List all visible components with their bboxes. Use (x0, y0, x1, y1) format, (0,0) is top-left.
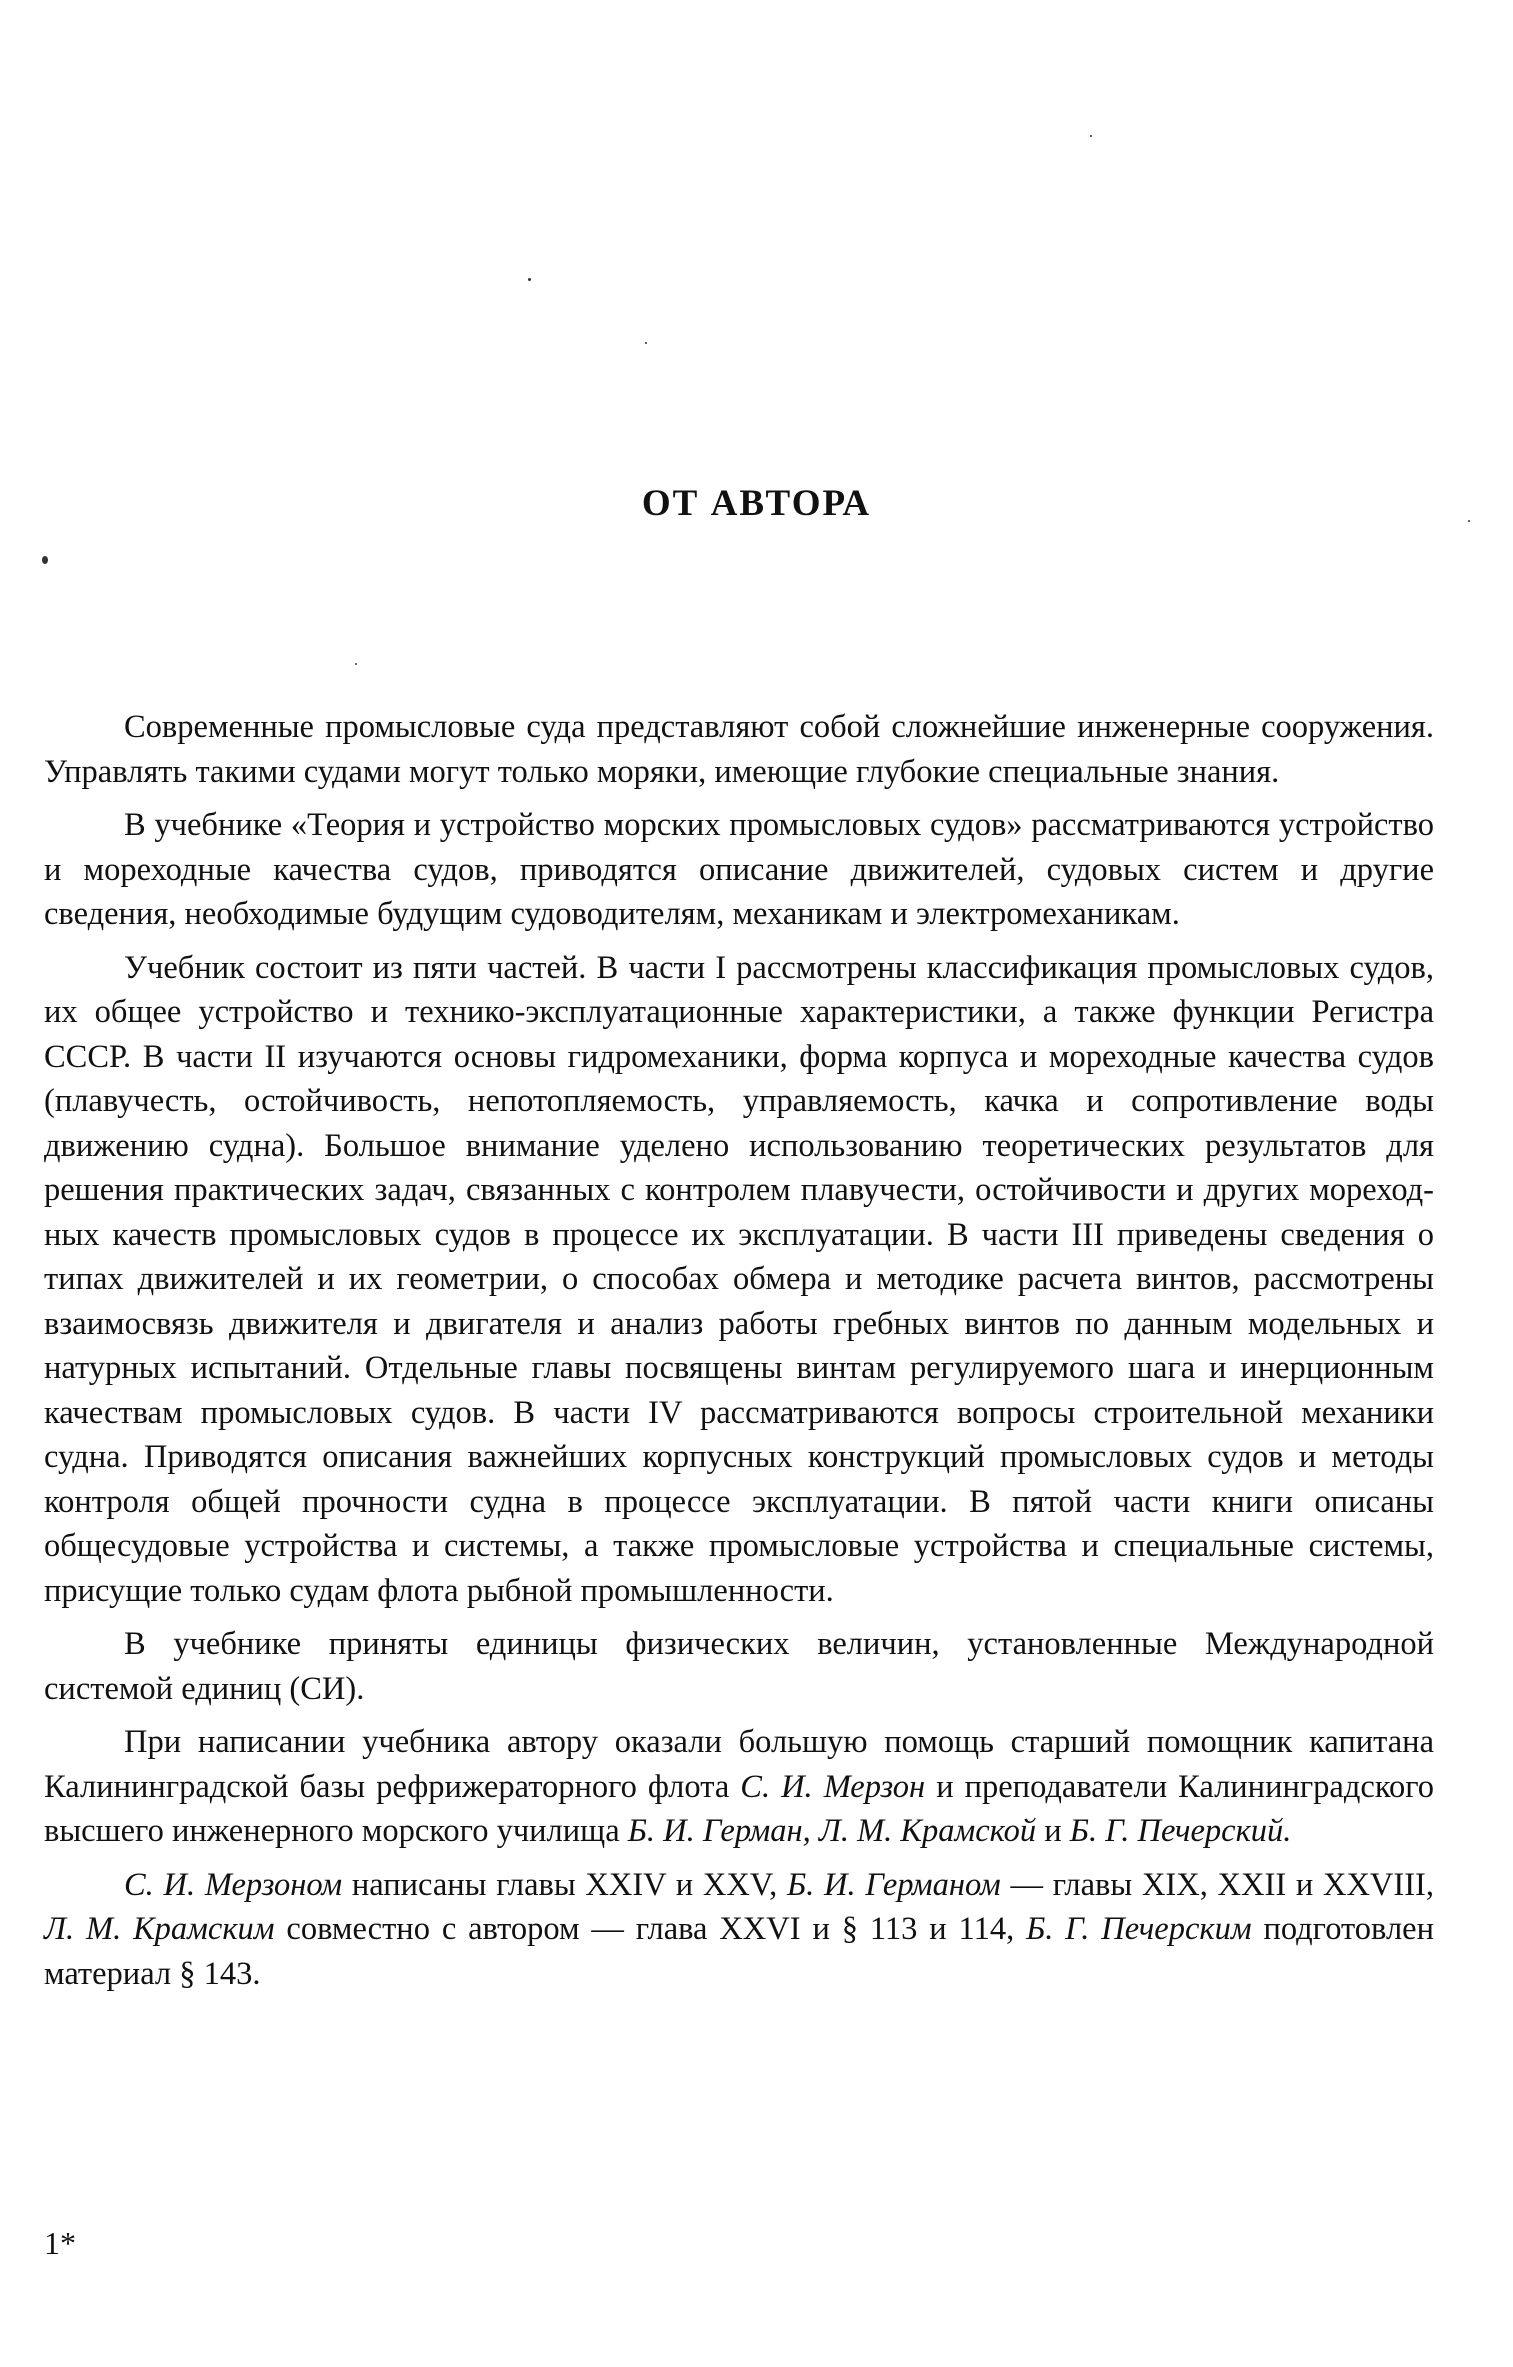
italic-text-run: Б. И. Германом (786, 1866, 1001, 1903)
italic-text-run: С. И. Мерзоном (124, 1866, 343, 1903)
text-run: — главы XIX, XXII и XXVIII, (1000, 1866, 1434, 1903)
scan-speck (645, 342, 647, 344)
paragraph (44, 1863, 1434, 1997)
paragraph (44, 1720, 1434, 1854)
text-run: В учебнике приняты единицы физических величин, установленные Международной системой единиц (СИ). (44, 1626, 1434, 1707)
page-title: ОТ АВТОРА (641, 483, 872, 524)
paragraph (44, 1622, 1434, 1711)
text-run: совместно с автором — глава XXVI и § 113 и 114, (274, 1911, 1027, 1947)
text-run: При написании учебника автору оказали большую помощь старший помощник капитана Калининградской базы рефрижераторного флота (44, 1724, 1434, 1805)
body-text (44, 705, 1434, 1996)
page-signature-mark: 1* (44, 2225, 76, 2261)
italic-text-run: Б. Г. Печерский. (1069, 1813, 1292, 1849)
scan-speck (1090, 135, 1092, 137)
italic-text-run: С. И. Мерзон (740, 1768, 926, 1805)
scan-speck (1468, 520, 1470, 522)
italic-text-run: Б. И. Герман, Л. М. Крамской (627, 1813, 1037, 1849)
scan-speck (528, 278, 531, 281)
italic-text-run: Б. Г. Печерским (1026, 1911, 1252, 1947)
text-run: подготовлен материал § 143. (44, 1911, 1434, 1992)
italic-text-run: Л. М. Крамским (44, 1911, 275, 1947)
scan-speck (42, 556, 48, 564)
text-run: Современные промысловые суда представляют собой сложнейшие инженерные сооружения. Управлять такими судами могут только моряки, имеющие глубокие специальные знания. (44, 709, 1434, 790)
text-run: написаны главы XXIV и XXV, (342, 1866, 787, 1903)
text-run: Учебник состоит из пяти частей. В части I рассмотрены классификация промысловых судов, их общее устройство и технико-эксплуатационные характеристики, а также функции Регистра СССР. В части II изучаются основы гидромеханики, форма корпуса и мореходные качества судов (плавучесть, остойчивость, непотопляемость, управляемость, качка и сопротивление воды движению судна). Большое внимание уделено использованию теоретических результатов для решения практических задач, связанных с контролем плавучести, остойчивости и других мореходных качеств промысловых судов в процессе их эксплуатации. В части III приведены сведения о типах движителей и их геометрии, о способах обмера и методике расчета винтов, рассмотрены взаимосвязь движителя и двигателя и анализ работы гребных винтов по данным модельных и натурных испытаний. Отдельные главы посвящены винтам регулируемого шага и инерционным качествам промысловых судов. В части IV рассматриваются вопросы строительной механики судна. Приводятся описания важнейших корпусных конструкций промысловых судов и методы контроля общей прочности судна в процессе эксплуатации. В пятой части книги описаны общесудовые устройства и системы, а также промысловые устройства и специальные системы, присущие только судам флота рыбной промышленности. (44, 949, 1434, 1609)
text-run: В учебнике «Теория и устройство морских промысловых судов» рассматриваются устройство и мореходные качества судов, приводятся описание движителей, судовых систем и другие сведения, необходимые будущим судоводителям, механикам и электромеханикам. (44, 807, 1434, 932)
scan-speck (355, 663, 357, 665)
text-run: и преподаватели Калининградского высшего инженерного морского училища (44, 1768, 1434, 1849)
paragraph (44, 946, 1434, 1614)
paragraph (44, 705, 1434, 794)
paragraph (44, 803, 1434, 937)
text-run: и (1036, 1813, 1070, 1849)
